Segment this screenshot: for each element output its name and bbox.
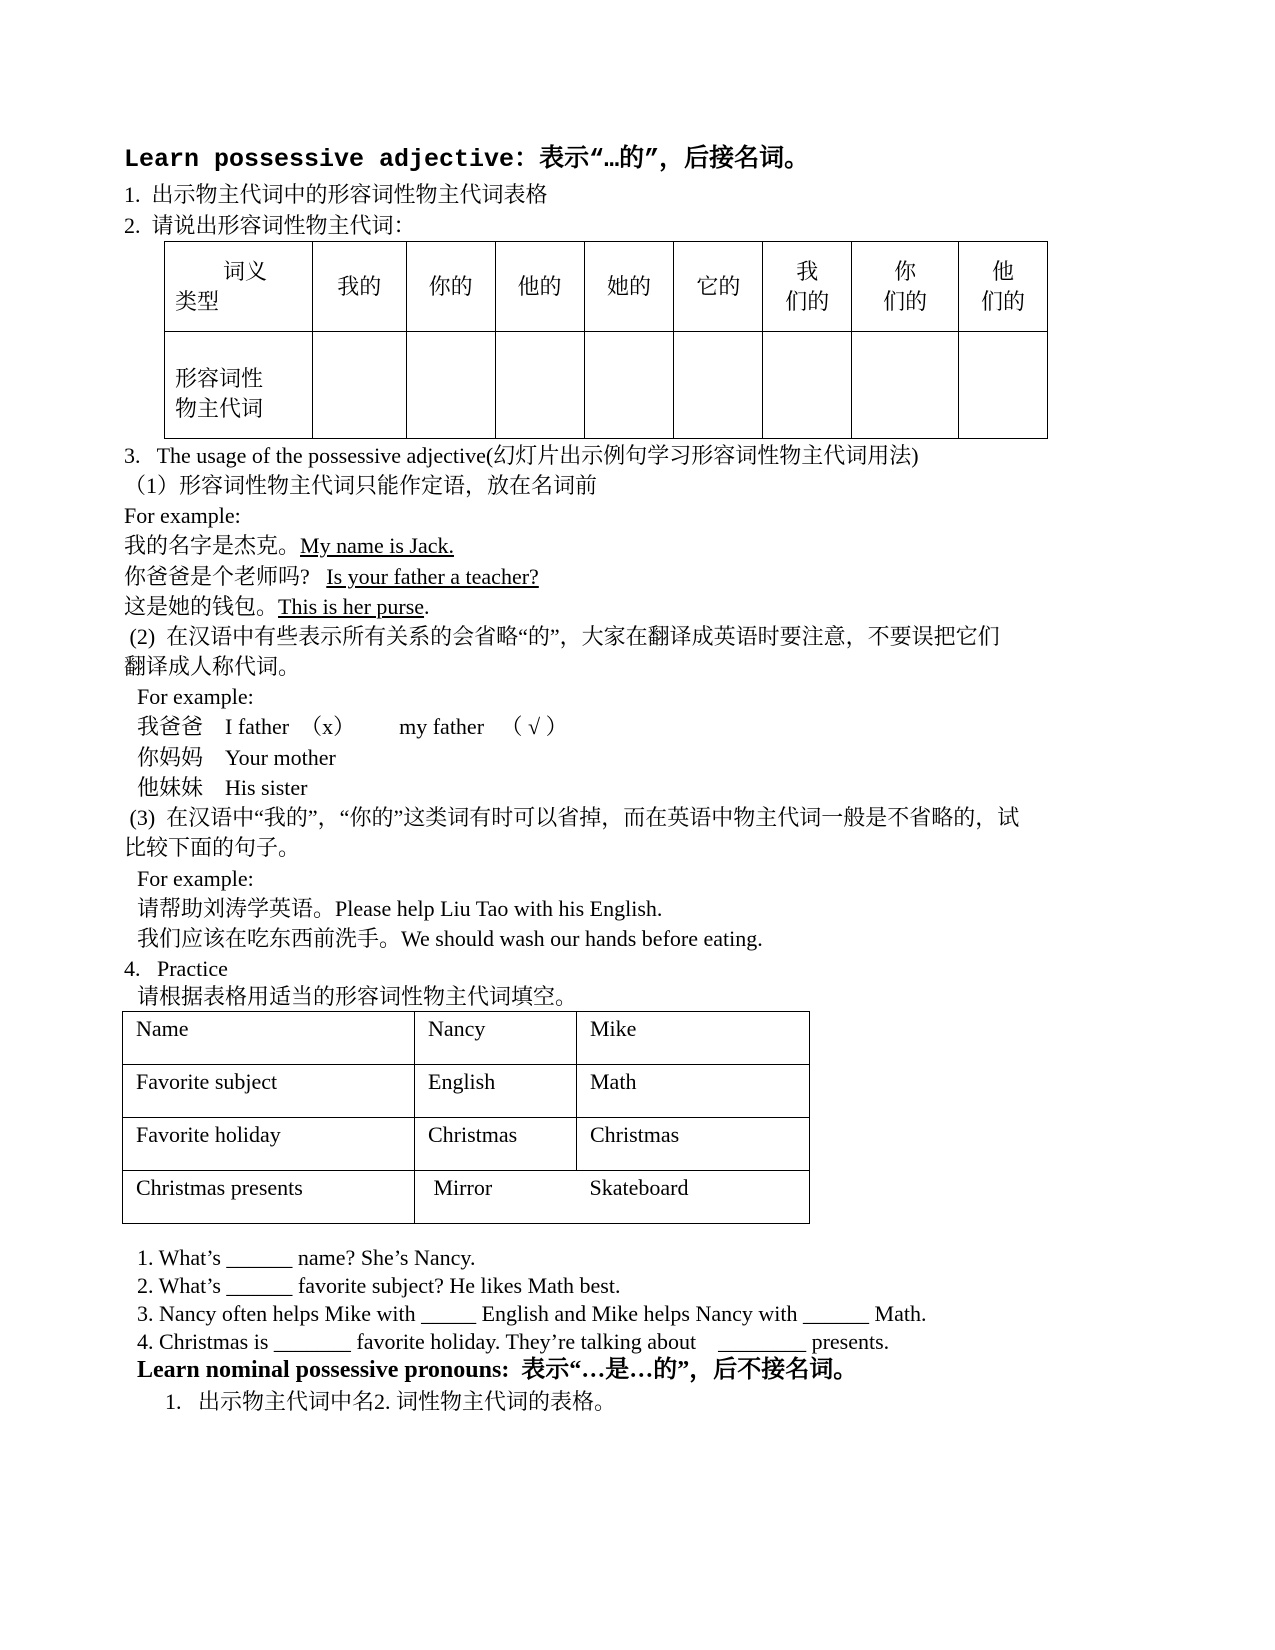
table-cell: Favorite holiday bbox=[123, 1118, 415, 1171]
example-8: 我们应该在吃东西前洗手。We should wash our hands before eating. bbox=[137, 926, 763, 951]
section-title: Learn possessive adjective：表示“…的”，后接名词。 bbox=[124, 145, 810, 174]
table-cell: Math bbox=[577, 1065, 810, 1118]
table-cell: Christmas bbox=[415, 1118, 577, 1171]
table-cell: Mirror bbox=[415, 1171, 577, 1224]
example-1 bbox=[124, 532, 454, 560]
table-cell: Mike bbox=[577, 1012, 810, 1065]
rule-2: (2) 在汉语中有些表示所有关系的会省略“的”，大家在翻译成英语时要注意，不要误把它们 bbox=[124, 624, 1000, 649]
example-6: 他妹妹 His sister bbox=[137, 775, 308, 800]
example-cn: 你爸爸是个老师吗? bbox=[124, 564, 327, 589]
question-3: 3. Nancy often helps Mike with _____ English and Mike helps Nancy with ______ Math. bbox=[137, 1301, 927, 1326]
answer-cell[interactable] bbox=[495, 332, 584, 439]
section-2-step-1: 1. 出示物主代词中名2. 词性物主代词的表格。 bbox=[165, 1389, 617, 1414]
rule-1: （1）形容词性物主代词只能作定语，放在名词前 bbox=[124, 473, 598, 498]
table-cell: Christmas bbox=[577, 1118, 810, 1171]
table-cell: Christmas presents bbox=[123, 1171, 415, 1224]
table-row bbox=[123, 1171, 810, 1224]
table-row bbox=[123, 1065, 810, 1118]
practice-table bbox=[122, 1011, 810, 1224]
rule-3-cont: 比较下面的句子。 bbox=[124, 835, 301, 860]
example-2 bbox=[124, 563, 539, 591]
section-2-title: Learn nominal possessive pronouns: 表示“…是…的”，后不接名词。 bbox=[137, 1357, 858, 1383]
step-3: 3. The usage of the possessive adjective(幻灯片出示例句学习形容词性物主代词用法) bbox=[124, 443, 919, 468]
answer-cell[interactable] bbox=[852, 332, 959, 439]
example-7: 请帮助刘涛学英语。Please help Liu Tao with his English. bbox=[137, 896, 663, 921]
header-cell: 她的 bbox=[584, 242, 674, 332]
practice-instructions: 请根据表格用适当的形容词性物主代词填空。 bbox=[137, 984, 578, 1009]
table-cell: Name bbox=[123, 1012, 415, 1065]
table-cell: Nancy bbox=[415, 1012, 577, 1065]
example-cn: 我的名字是杰克。 bbox=[124, 533, 301, 558]
header-cell: 我 们的 bbox=[763, 242, 852, 332]
for-example: For example: bbox=[137, 684, 254, 709]
example-en: This is her purse bbox=[278, 594, 425, 619]
table-cell: Skateboard bbox=[577, 1171, 810, 1224]
step-4: 4. Practice bbox=[124, 956, 228, 981]
table-row bbox=[123, 1118, 810, 1171]
answer-cell[interactable] bbox=[584, 332, 674, 439]
header-cell: 你的 bbox=[406, 242, 495, 332]
question-2: 2. What’s ______ favorite subject? He likes Math best. bbox=[137, 1273, 621, 1298]
example-5: 你妈妈 Your mother bbox=[137, 745, 336, 770]
header-cell: 我的 bbox=[312, 242, 406, 332]
answer-cell[interactable] bbox=[763, 332, 852, 439]
example-4: 我爸爸 I father （x） my father （ √ ） bbox=[137, 714, 568, 739]
example-3 bbox=[124, 593, 430, 621]
step-1: 1. 出示物主代词中的形容词性物主代词表格 bbox=[124, 182, 548, 207]
answer-cell[interactable] bbox=[959, 332, 1048, 439]
corner-bottom: 类型 bbox=[175, 288, 220, 314]
corner-cell bbox=[165, 242, 313, 332]
header-cell: 他 们的 bbox=[959, 242, 1048, 332]
question-1: 1. What’s ______ name? She’s Nancy. bbox=[137, 1245, 476, 1270]
table-row bbox=[123, 1012, 810, 1065]
for-example: For example: bbox=[137, 866, 254, 891]
answer-cell[interactable] bbox=[406, 332, 495, 439]
step-2: 2. 请说出形容词性物主代词： bbox=[124, 213, 416, 238]
pronoun-table bbox=[164, 241, 1048, 439]
question-4: 4. Christmas is _______ favorite holiday. They’re talking about ________ presents. bbox=[137, 1329, 890, 1354]
period: . bbox=[424, 594, 430, 619]
example-cn: 这是她的钱包。 bbox=[124, 594, 279, 619]
table-cell: English bbox=[415, 1065, 577, 1118]
table-cell: Favorite subject bbox=[123, 1065, 415, 1118]
rule-2-cont: 翻译成人称代词。 bbox=[124, 654, 301, 679]
header-cell: 它的 bbox=[674, 242, 763, 332]
rule-3: (3) 在汉语中“我的”，“你的”这类词有时可以省掉，而在英语中物主代词一般是不省略的，试 bbox=[124, 805, 1020, 830]
header-cell: 他的 bbox=[495, 242, 584, 332]
example-en: My name is Jack. bbox=[300, 533, 454, 558]
answer-cell[interactable] bbox=[312, 332, 406, 439]
answer-cell[interactable] bbox=[674, 332, 763, 439]
corner-top: 词义 bbox=[223, 258, 268, 284]
header-cell: 你 们的 bbox=[852, 242, 959, 332]
for-example: For example: bbox=[124, 503, 241, 528]
row-label: 形容词性 物主代词 bbox=[165, 332, 313, 439]
example-en: Is your father a teacher? bbox=[326, 564, 539, 589]
